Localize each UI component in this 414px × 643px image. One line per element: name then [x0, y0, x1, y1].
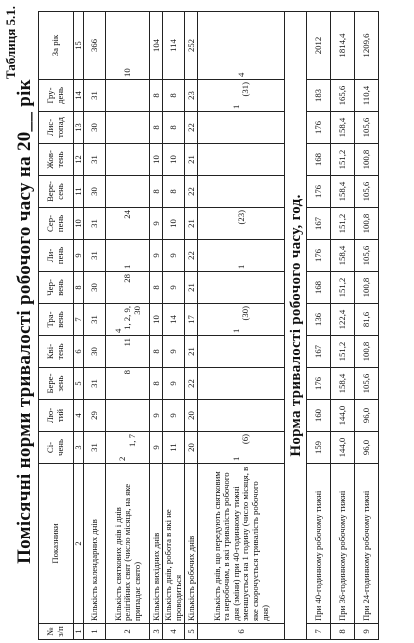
- cell-bottom: (6): [240, 434, 251, 445]
- cell-value: 31: [84, 240, 106, 272]
- cell-value: 2012: [307, 12, 331, 80]
- cell-value: 22: [185, 240, 198, 272]
- cell-value: [198, 240, 285, 272]
- page-title: Помісячні норми тривалості робочого часу на 20__ рік: [14, 79, 35, 564]
- cell-value: 160: [307, 400, 331, 432]
- cell-value: [106, 400, 150, 432]
- cell-value: 183: [307, 80, 331, 112]
- cell-value: 158,4: [331, 368, 355, 400]
- cell-value: 30: [84, 272, 106, 304]
- cell-value: 151,2: [331, 208, 355, 240]
- row-label: Кількість святкових днів і днів релігійних свят (число місяця, на яке припадає свято): [106, 464, 150, 624]
- cell-value: [106, 368, 150, 400]
- column-index: 1: [74, 624, 84, 640]
- cell-value: 9: [163, 240, 185, 272]
- column-index: 13: [74, 112, 84, 144]
- cell-top: 1: [230, 456, 241, 461]
- cell-value: 104: [150, 12, 163, 80]
- cell-value: 21: [185, 272, 198, 304]
- cell-top: 1: [235, 264, 246, 269]
- cell-value: 8: [150, 336, 163, 368]
- cell-value: 110,4: [355, 80, 379, 112]
- cell-value: 144,0: [331, 400, 355, 432]
- cell-value: 96,0: [355, 432, 379, 464]
- cell-value: 22: [185, 112, 198, 144]
- cell-value: 8: [163, 112, 185, 144]
- column-index: 6: [74, 336, 84, 368]
- cell-value: 105,6: [355, 240, 379, 272]
- cell-value: 151,2: [331, 336, 355, 368]
- header-month: Кві-тень: [39, 336, 74, 368]
- row-number: 9: [355, 624, 379, 640]
- row-label: При 24-годинному робочому тижні: [355, 464, 379, 624]
- cell-value: [198, 208, 285, 240]
- cell-bottom: 1, 2, 9, 30: [122, 306, 142, 330]
- cell-value: [106, 432, 150, 464]
- cell-bottom: 1, 7: [126, 434, 137, 448]
- cell-bottom: 24: [122, 210, 133, 219]
- cell-value: [198, 368, 285, 400]
- cell-value: 31: [84, 432, 106, 464]
- cell-bottom: (30): [240, 306, 251, 321]
- table-row-days-off: [150, 12, 163, 640]
- column-index: 8: [74, 272, 84, 304]
- cell-value: [198, 336, 285, 368]
- cell-value: 31: [84, 80, 106, 112]
- row-number: 4: [163, 624, 185, 640]
- cell-value: 167: [307, 336, 331, 368]
- cell-value: 168: [307, 144, 331, 176]
- cell-bottom: (31): [240, 82, 251, 97]
- cell-top: 4: [112, 328, 123, 333]
- cell-value: 168: [307, 272, 331, 304]
- column-index-row: [74, 12, 84, 640]
- cell-value: [106, 176, 150, 208]
- cell-value: 176: [307, 176, 331, 208]
- column-index: 7: [74, 304, 84, 336]
- cell-value: [106, 12, 150, 80]
- cell-value: 10: [163, 208, 185, 240]
- header-indicator: Показники: [39, 464, 74, 624]
- cell-value: [198, 432, 285, 464]
- row-label: Кількість вихідних днів: [150, 464, 163, 624]
- header-month: Лис-топад: [39, 112, 74, 144]
- header-row: [39, 12, 74, 640]
- cell-value: 21: [185, 144, 198, 176]
- cell-value: 31: [84, 304, 106, 336]
- header-month: Гру-день: [39, 80, 74, 112]
- cell-value: 9: [163, 368, 185, 400]
- cell-value: 9: [150, 240, 163, 272]
- row-label: При 36-годинному робочому тижні: [331, 464, 355, 624]
- section-row: [285, 12, 307, 640]
- cell-value: 8: [163, 80, 185, 112]
- row-number: 7: [307, 624, 331, 640]
- cell-value: 31: [84, 208, 106, 240]
- cell-value: 105,6: [355, 112, 379, 144]
- column-index: 14: [74, 80, 84, 112]
- cell-bottom: 11: [122, 338, 133, 347]
- cell-value: 176: [307, 368, 331, 400]
- cell-value: 22: [185, 368, 198, 400]
- cell-value: 8: [150, 112, 163, 144]
- cell-value: 21: [185, 336, 198, 368]
- cell-value: [198, 400, 285, 432]
- row-label: Кількість днів, робота в які не проводиться: [163, 464, 185, 624]
- cell-value: 9: [150, 400, 163, 432]
- cell-value: 114: [163, 12, 185, 80]
- cell-value: 17: [185, 304, 198, 336]
- cell-value: 105,6: [355, 176, 379, 208]
- cell-value: 159: [307, 432, 331, 464]
- cell-value: 144,0: [331, 432, 355, 464]
- cell-value: 151,2: [331, 144, 355, 176]
- cell-value: 31: [84, 368, 106, 400]
- cell-value: 100,8: [355, 336, 379, 368]
- header-month: Ли-пень: [39, 240, 74, 272]
- cell-value: 252: [185, 12, 198, 80]
- header-month: Сі-чень: [39, 432, 74, 464]
- table-row-non-working-days: [163, 12, 185, 640]
- column-index: 10: [74, 208, 84, 240]
- cell-top: 1: [122, 264, 133, 269]
- cell-value: 10: [150, 304, 163, 336]
- column-index: 12: [74, 144, 84, 176]
- cell-value: 122,4: [331, 304, 355, 336]
- cell-value: 8: [150, 80, 163, 112]
- cell-value: 9: [150, 208, 163, 240]
- cell-top: 1: [230, 328, 241, 333]
- cell-top: 2: [117, 456, 128, 461]
- cell-value: 8: [150, 272, 163, 304]
- row-label: Кількість календарних днів: [84, 464, 106, 624]
- cell-value: [106, 144, 150, 176]
- cell-value: [106, 208, 150, 240]
- cell-value: [198, 80, 285, 112]
- header-month: Жов-тень: [39, 144, 74, 176]
- row-number: 3: [150, 624, 163, 640]
- cell-value: [198, 304, 285, 336]
- table-number: Таблиця 5.1.: [3, 6, 18, 80]
- cell-value: 81,6: [355, 304, 379, 336]
- cell-value: 1814,4: [331, 12, 355, 80]
- cell-value: [198, 112, 285, 144]
- column-index: 15: [74, 12, 84, 80]
- cell-value: [198, 12, 285, 80]
- header-month: Бере-зень: [39, 368, 74, 400]
- row-label: Кількість днів, що передують святковим та неробочим, в які тривалість робочого дня (зміни) при 40-годинному тижні зменшується на 1 годину (число місяця, в яке скорочується тривалість робочого дня): [198, 464, 285, 624]
- cell-value: 8: [150, 176, 163, 208]
- cell-value: 8: [163, 176, 185, 208]
- cell-value: 11: [163, 432, 185, 464]
- cell-value: 9: [163, 336, 185, 368]
- cell-value: 10: [150, 144, 163, 176]
- cell-value: [106, 272, 150, 304]
- cell-bottom: 8: [122, 370, 133, 375]
- table-row-working-days: [185, 12, 198, 640]
- table-row-holidays: [106, 12, 150, 640]
- cell-value: 14: [163, 304, 185, 336]
- cell-value: 9: [163, 272, 185, 304]
- cell-value: 9: [150, 432, 163, 464]
- column-index: 11: [74, 176, 84, 208]
- section-heading: Норма тривалості робочого часу, год.: [285, 12, 307, 640]
- cell-value: [198, 272, 285, 304]
- cell-value: 96,0: [355, 400, 379, 432]
- table-row-40h-week: [307, 12, 331, 640]
- row-label: Кількість робочих днів: [185, 464, 198, 624]
- cell-value: [198, 144, 285, 176]
- cell-value: 23: [185, 80, 198, 112]
- cell-value: 20: [185, 400, 198, 432]
- column-index: 9: [74, 240, 84, 272]
- cell-value: 9: [163, 400, 185, 432]
- column-index: 2: [74, 464, 84, 624]
- cell-value: 176: [307, 240, 331, 272]
- cell-value: 105,6: [355, 368, 379, 400]
- row-number: 6: [198, 624, 285, 640]
- cell-value: 20: [185, 432, 198, 464]
- cell-value: 29: [84, 400, 106, 432]
- cell-top: 4: [235, 72, 246, 77]
- column-index: 3: [74, 432, 84, 464]
- cell-value: 30: [84, 176, 106, 208]
- cell-value: 10: [163, 144, 185, 176]
- column-index: 5: [74, 368, 84, 400]
- header-month: Сер-пень: [39, 208, 74, 240]
- cell-value: 31: [84, 144, 106, 176]
- cell-value: 30: [84, 112, 106, 144]
- table-row-calendar-days: [84, 12, 106, 640]
- cell-value: [106, 304, 150, 336]
- header-month: Чер-вень: [39, 272, 74, 304]
- row-number: 5: [185, 624, 198, 640]
- table-row-shortened-days: [198, 12, 285, 640]
- norms-table: [38, 11, 379, 640]
- header-month: Вере-сень: [39, 176, 74, 208]
- cell-value: [198, 176, 285, 208]
- cell-value: 366: [84, 12, 106, 80]
- cell-value: 8: [150, 368, 163, 400]
- cell-value: 165,6: [331, 80, 355, 112]
- cell-bottom: 28: [122, 274, 133, 283]
- header-month: Тра-вень: [39, 304, 74, 336]
- cell-value: 100,8: [355, 208, 379, 240]
- cell-value: [106, 240, 150, 272]
- header-month: Лю-тий: [39, 400, 74, 432]
- cell-value: 100,8: [355, 144, 379, 176]
- cell-value: 151,2: [331, 272, 355, 304]
- cell-bottom: (23): [235, 210, 246, 225]
- cell-value: 21: [185, 208, 198, 240]
- cell-top: 10: [122, 68, 133, 77]
- cell-value: 22: [185, 176, 198, 208]
- table-row-36h-week: [331, 12, 355, 640]
- column-index: 4: [74, 400, 84, 432]
- header-num: № з/п: [39, 624, 74, 640]
- cell-value: 158,4: [331, 176, 355, 208]
- cell-value: 176: [307, 112, 331, 144]
- row-number: 1: [84, 624, 106, 640]
- table-row-24h-week: [355, 12, 379, 640]
- cell-value: 30: [84, 336, 106, 368]
- row-number: 2: [106, 624, 150, 640]
- cell-top: 1: [230, 104, 241, 109]
- cell-value: 1209,6: [355, 12, 379, 80]
- row-number: 8: [331, 624, 355, 640]
- cell-value: 167: [307, 208, 331, 240]
- cell-value: 158,4: [331, 112, 355, 144]
- cell-value: [106, 112, 150, 144]
- cell-value: 158,4: [331, 240, 355, 272]
- cell-value: [106, 336, 150, 368]
- cell-value: 100,8: [355, 272, 379, 304]
- header-year: За рік: [39, 12, 74, 80]
- row-label: При 40-годинному робочому тижні: [307, 464, 331, 624]
- cell-value: 136: [307, 304, 331, 336]
- cell-value: [106, 80, 150, 112]
